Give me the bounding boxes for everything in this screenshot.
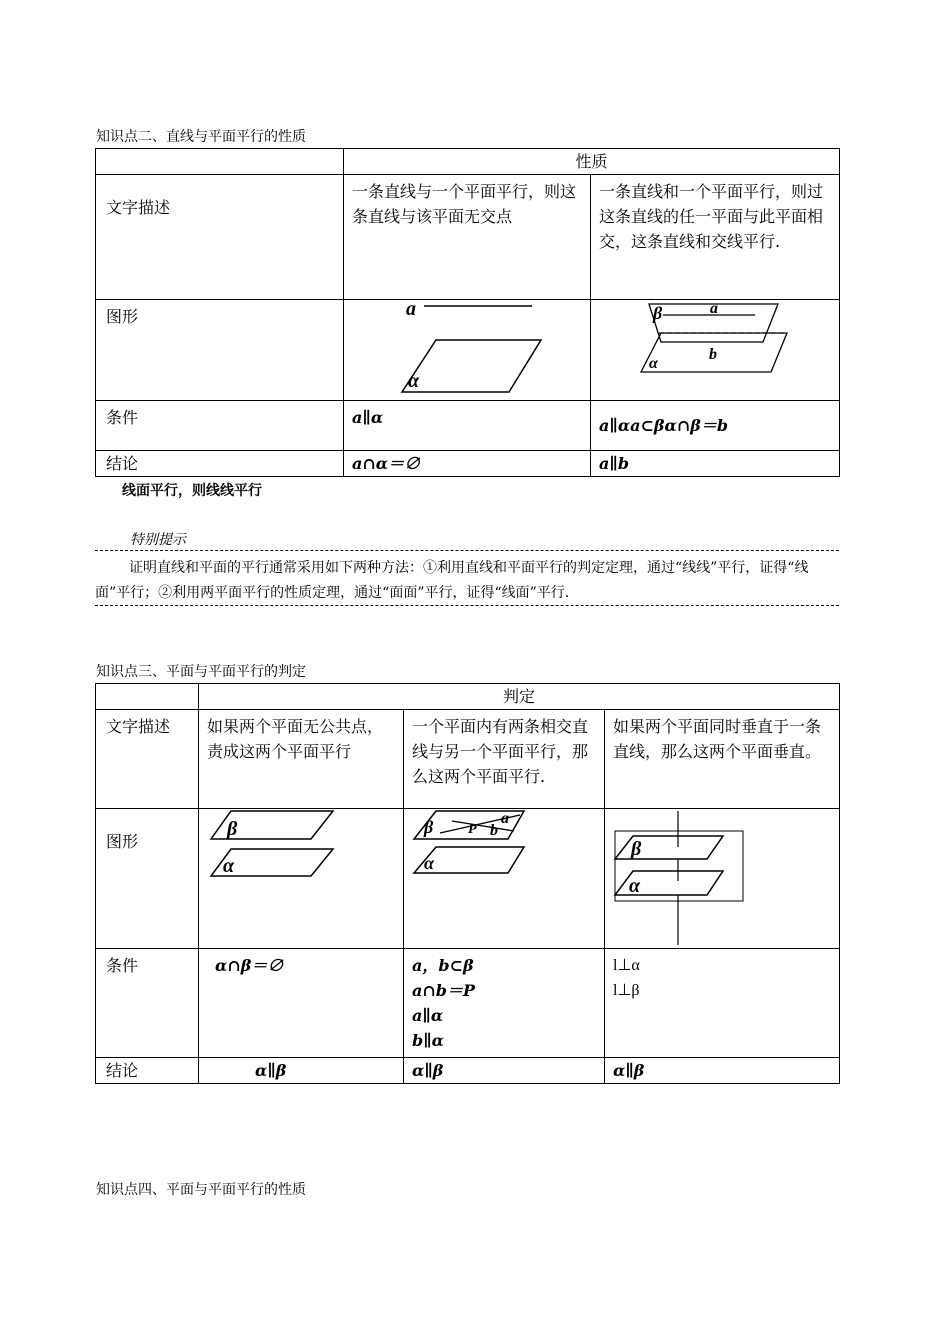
- concl-a: a∩α＝∅: [344, 451, 591, 477]
- fig1-alpha: α: [223, 855, 235, 877]
- figure-perpendicular-line: [605, 809, 840, 949]
- fig-label: 图形: [96, 300, 344, 401]
- s3-concl-1: α∥β: [199, 1058, 404, 1084]
- s3-cond-2-line1: a，b⊂β: [412, 956, 474, 975]
- alpha-label: α: [649, 355, 658, 372]
- line-a-label: a: [406, 300, 416, 320]
- concl-b: a∥b: [591, 451, 840, 477]
- figure-line-plane: [344, 300, 591, 401]
- b-label: b: [709, 346, 717, 363]
- beta-label: β: [653, 303, 663, 323]
- s3-concl-label: 结论: [96, 1058, 199, 1084]
- fig3-beta: β: [631, 838, 642, 860]
- tip-bottom-divider: [95, 605, 839, 606]
- s3-cond-2: [404, 949, 605, 1058]
- s3-concl-2: α∥β: [404, 1058, 605, 1084]
- cond-b: a∥αa⊂βα∩β＝b: [591, 401, 840, 451]
- cond-label: 条件: [96, 401, 344, 451]
- s3-cond-2-line4: b∥α: [412, 1031, 444, 1050]
- tip-text: 证明直线和平面的平行通常采用如下两种方法：①利用直线和平面平行的判定定理，通过“线线”平行，证得“线面”平行；②利用两平面平行的性质定理，通过“面面”平行，证得“线面”平行.: [95, 560, 809, 601]
- section3-header: 判定: [199, 684, 840, 710]
- s3-cond-1: α∩β＝∅: [199, 949, 404, 1058]
- tip-title: 特别提示: [130, 532, 186, 548]
- s3-cond-3: [605, 949, 840, 1058]
- cond-a: a∥α: [344, 401, 591, 451]
- s3-desc-1: 如果两个平面无公共点，责成这两个平面平行: [199, 710, 404, 809]
- section2-table: [95, 148, 840, 477]
- figure-parallel-planes: [199, 809, 404, 949]
- section2-header: 性质: [344, 149, 840, 175]
- fig2-b: b: [490, 822, 498, 839]
- section4-heading: 知识点四、平面与平面平行的性质: [96, 1182, 306, 1198]
- section2-summary: 线面平行，则线线平行: [122, 483, 262, 499]
- desc-b: 一条直线和一个平面平行，则过这条直线的任一平面与此平面相交，这条直线和交线平行.: [591, 175, 840, 300]
- s3-cond-3-line1: l⊥α: [613, 957, 640, 974]
- s3-desc-label: 文字描述: [96, 710, 199, 809]
- desc-a: 一条直线与一个平面平行，则这条直线与该平面无交点: [344, 175, 591, 300]
- fig3-alpha: α: [629, 875, 641, 897]
- concl-label: 结论: [96, 451, 344, 477]
- figure-two-lines: [404, 809, 605, 949]
- fig1-beta: β: [227, 818, 238, 840]
- section2-heading: 知识点二、直线与平面平行的性质: [96, 129, 306, 145]
- section3-table: [95, 683, 840, 1084]
- fig2-p: P: [468, 822, 477, 837]
- s3-desc-2: 一个平面内有两条相交直线与另一个平面平行，那么这两个平面平行.: [404, 710, 605, 809]
- s3-desc-3: 如果两个平面同时垂直于一条直线，那么这两个平面垂直。: [605, 710, 840, 809]
- fig2-alpha: α: [424, 853, 434, 873]
- fig2-a: a: [501, 810, 509, 827]
- desc-label: 文字描述: [96, 175, 344, 300]
- plane-alpha-label: α: [408, 370, 420, 392]
- section3-heading: 知识点三、平面与平面平行的判定: [96, 664, 306, 680]
- s3-cond-2-line3: a∥α: [412, 1006, 444, 1025]
- s3-concl-3: α∥β: [605, 1058, 840, 1084]
- s3-cond-label: 条件: [96, 949, 199, 1058]
- s3-cond-2-line2: a∩b＝P: [412, 981, 475, 1000]
- tip-top-divider: [95, 550, 839, 551]
- plane-alpha: [402, 340, 541, 392]
- a-label: a: [710, 300, 718, 317]
- figure-intersecting-planes: [591, 300, 840, 401]
- fig2-beta: β: [424, 817, 434, 837]
- s3-cond-3-line2: l⊥β: [613, 982, 640, 999]
- s3-fig-label: 图形: [96, 809, 199, 949]
